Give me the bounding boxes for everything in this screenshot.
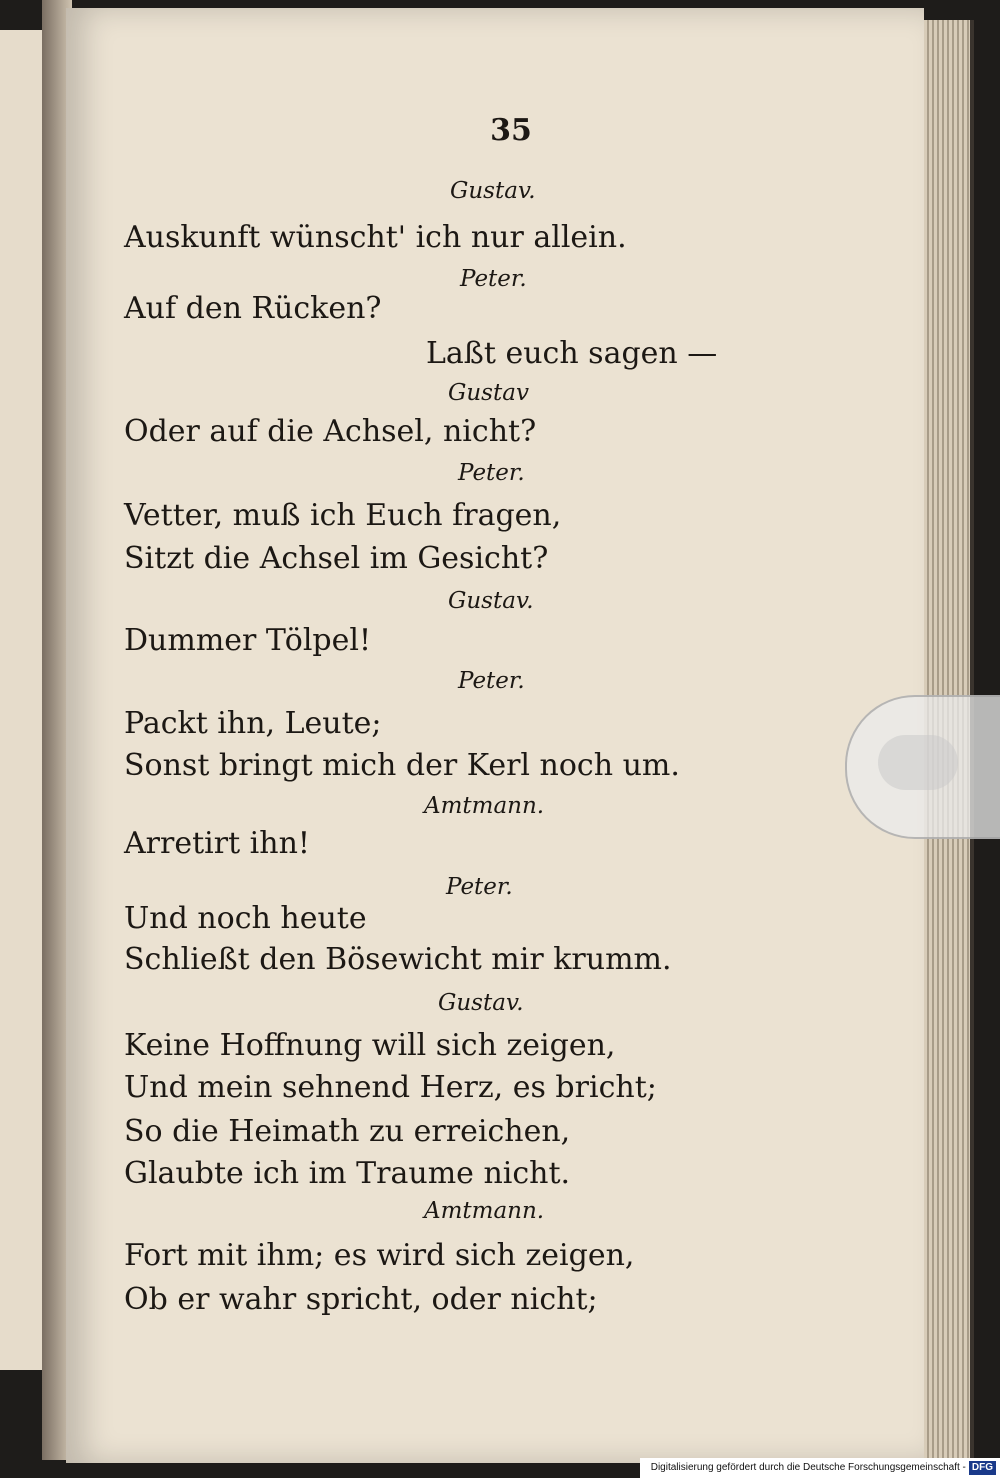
speaker-label: Gustav. — [448, 588, 534, 614]
verse-line: Fort mit ihm; es wird sich zeigen, — [124, 1238, 635, 1273]
verse-line: Packt ihn, Leute; — [124, 706, 382, 741]
page-number: 35 — [490, 113, 532, 148]
page-clip-highlight — [878, 735, 958, 790]
left-page-edge — [0, 30, 45, 1370]
verse-line: Sonst bringt mich der Kerl noch um. — [124, 748, 680, 783]
speaker-label: Peter. — [446, 874, 513, 900]
verse-line: Laßt euch sagen — — [426, 336, 718, 371]
verse-line: Auskunft wünscht' ich nur allein. — [124, 220, 627, 255]
speaker-label: Peter. — [458, 460, 525, 486]
verse-line: Vetter, muß ich Euch fragen, — [124, 498, 562, 533]
speaker-label: Amtmann. — [424, 793, 545, 819]
verse-line: Ob er wahr spricht, oder nicht; — [124, 1282, 598, 1317]
dfg-logo: DFG — [969, 1461, 996, 1475]
speaker-label: Peter. — [458, 668, 525, 694]
verse-line: Glaubte ich im Traume nicht. — [124, 1156, 571, 1191]
footer-text: Digitalisierung gefördert durch die Deutsche Forschungsgemeinschaft - — [650, 1462, 966, 1473]
verse-line: Auf den Rücken? — [124, 291, 382, 326]
speaker-label: Gustav. — [450, 178, 536, 204]
verse-line: Keine Hoffnung will sich zeigen, — [124, 1028, 616, 1063]
verse-line: Sitzt die Achsel im Gesicht? — [124, 541, 549, 576]
verse-line: Oder auf die Achsel, nicht? — [124, 414, 537, 449]
speaker-label: Amtmann. — [424, 1198, 545, 1224]
verse-line: Arretirt ihn! — [124, 826, 310, 861]
speaker-label: Gustav. — [438, 990, 524, 1016]
page-text — [66, 8, 924, 1463]
verse-line: Dummer Tölpel! — [124, 623, 372, 658]
book-page — [66, 8, 924, 1463]
verse-line: So die Heimath zu erreichen, — [124, 1114, 571, 1149]
speaker-label: Peter. — [460, 266, 527, 292]
verse-line: Schließt den Bösewicht mir krumm. — [124, 942, 672, 977]
verse-line: Und noch heute — [124, 901, 367, 936]
verse-line: Und mein sehnend Herz, es bricht; — [124, 1070, 657, 1105]
digitization-footer — [640, 1458, 1000, 1478]
speaker-label: Gustav — [448, 380, 529, 406]
